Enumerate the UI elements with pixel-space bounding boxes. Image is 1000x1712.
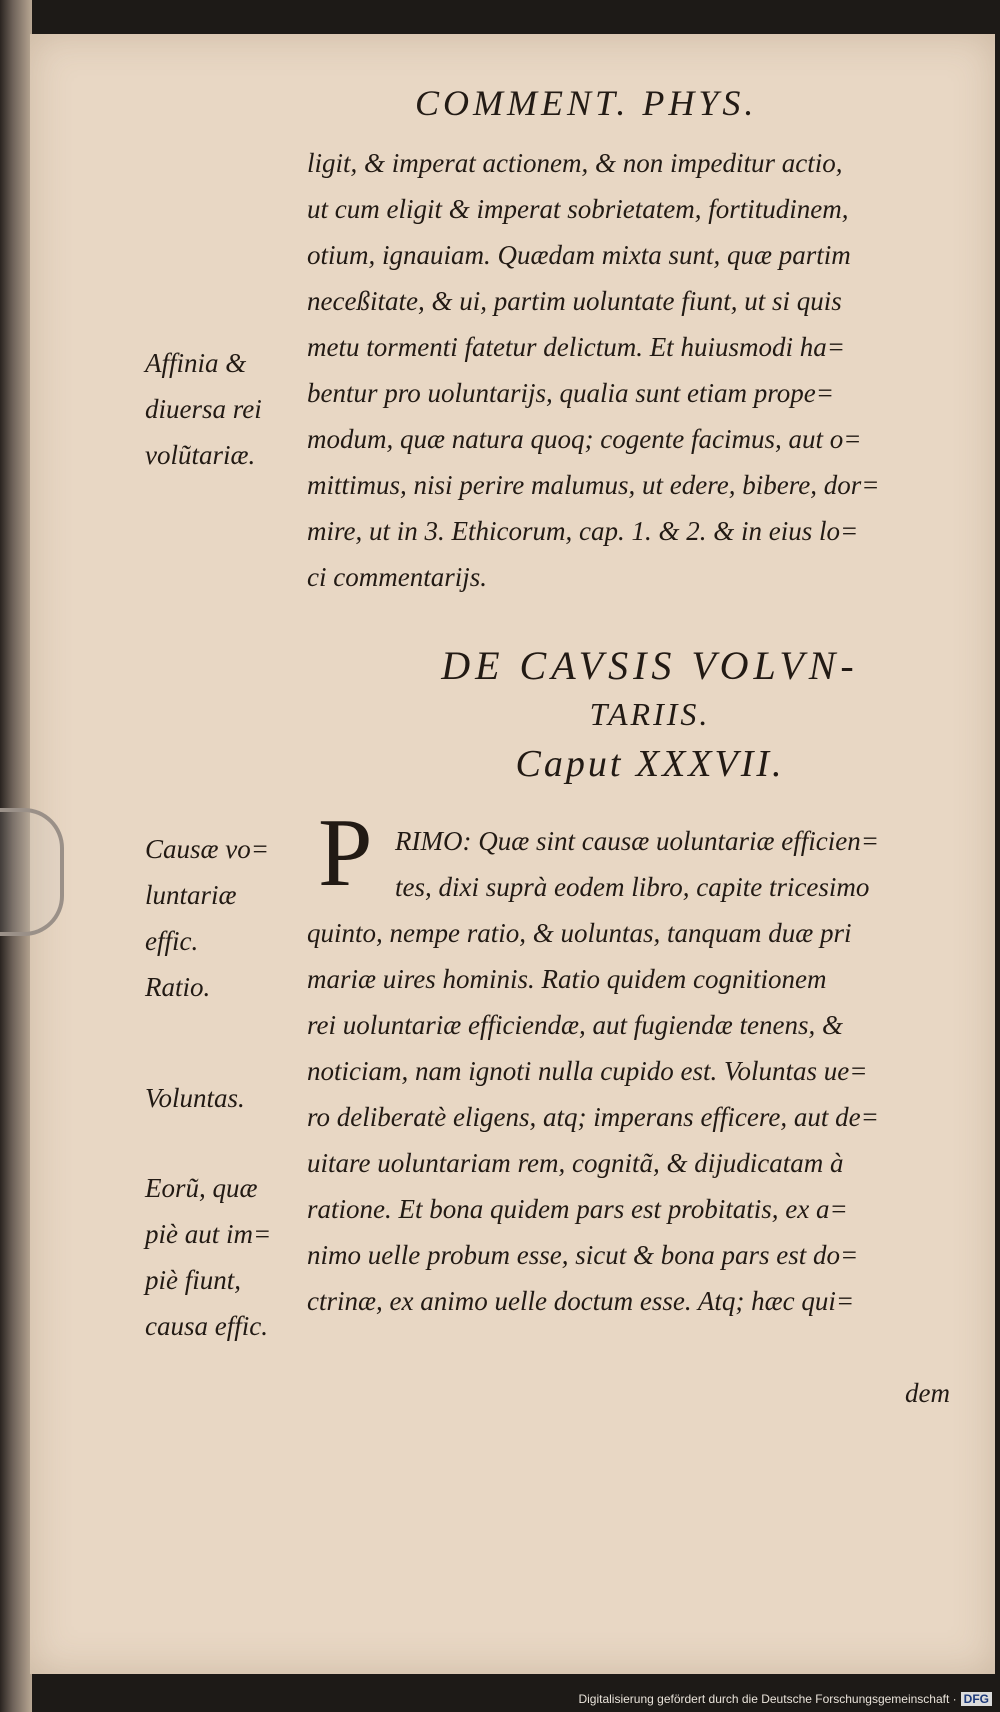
top-paragraph (307, 140, 967, 600)
text-line: quinto, nempe ratio, & uoluntas, tanquam duæ pri (307, 918, 852, 948)
digitization-footer (578, 1692, 992, 1706)
text-line: ligit, & imperat actionem, & non impeditur actio, (307, 148, 843, 178)
chapter-heading-line1: DE CAVSIS VOLVN- (441, 643, 859, 688)
margin-note-affinia (145, 340, 310, 478)
text-line: ctrinæ, ex animo uelle doctum esse. Atq; hæc qui= (307, 1286, 855, 1316)
text-line: otium, ignauiam. Quædam mixta sunt, quæ partim (307, 240, 851, 270)
margin-line: Ratio. (145, 972, 211, 1002)
margin-line: diuersa rei (145, 394, 262, 424)
text-line: ratione. Et bona quidem pars est probitatis, ex a= (307, 1194, 848, 1224)
margin-line: Affinia & (145, 348, 247, 378)
margin-line: piè fiunt, (145, 1265, 241, 1295)
text-line: modum, quæ natura quoq; cogente facimus, aut o= (307, 424, 862, 454)
text-line: tes, dixi suprà eodem libro, capite tricesimo (395, 872, 870, 902)
text-line: noticiam, nam ignoti nulla cupido est. Voluntas ue= (307, 1056, 868, 1086)
chapter-heading (370, 640, 930, 792)
margin-note-voluntas (145, 1075, 310, 1121)
margin-line: causa effic. (145, 1311, 268, 1341)
chapter-heading-line3: Caput XXXVII. (515, 743, 785, 785)
chapter-heading-line2: TARIIS. (589, 696, 711, 732)
running-head: COMMENT. PHYS. (415, 83, 758, 123)
text-line: ro deliberatè eligens, atq; imperans efficere, aut de= (307, 1102, 879, 1132)
page-clip (0, 808, 64, 936)
text-line: rei uoluntariæ efficiendæ, aut fugiendæ tenens, & (307, 1010, 843, 1040)
text-line: mittimus, nisi perire malumus, ut edere, bibere, dor= (307, 470, 880, 500)
footer-text: Digitalisierung gefördert durch die Deutsche Forschungsgemeinschaft · (578, 1692, 957, 1706)
margin-line: Causæ vo= (145, 834, 269, 864)
text-line: ut cum eligit & imperat sobrietatem, fortitudinem, (307, 194, 849, 224)
text-line: ci commentarijs. (307, 562, 487, 592)
margin-note-eorum (145, 1165, 310, 1349)
margin-line: piè aut im= (145, 1219, 272, 1249)
body-paragraph (307, 910, 967, 1324)
text-line: nimo uelle probum esse, sicut & bona pars est do= (307, 1240, 859, 1270)
margin-line: luntariæ (145, 880, 237, 910)
text-line: mariæ uires hominis. Ratio quidem cognitionem (307, 964, 827, 994)
dfg-logo: DFG (961, 1692, 992, 1706)
drop-cap: P (318, 799, 373, 907)
text-line: metu tormenti fatetur delictum. Et huiusmodi ha= (307, 332, 845, 362)
margin-line: effic. (145, 926, 199, 956)
text-line: neceßitate, & ui, partim uoluntate fiunt, ut si quis (307, 286, 842, 316)
text-line: uitare uoluntariam rem, cognitã, & dijudicatam à (307, 1148, 844, 1178)
margin-line: Voluntas. (145, 1083, 245, 1113)
margin-line: volũtariæ. (145, 440, 256, 470)
text-line: RIMO: Quæ sint causæ uoluntariæ efficien= (395, 826, 879, 856)
body-paragraph-first-lines (395, 818, 965, 910)
catchword (905, 1370, 965, 1416)
text-line: bentur pro uoluntarijs, qualia sunt etiam prope= (307, 378, 834, 408)
text-line: mire, ut in 3. Ethicorum, cap. 1. & 2. & in eius lo= (307, 516, 859, 546)
margin-line: Eorũ, quæ (145, 1173, 258, 1203)
catchword-text: dem (905, 1378, 950, 1408)
margin-note-causae (145, 826, 310, 1010)
